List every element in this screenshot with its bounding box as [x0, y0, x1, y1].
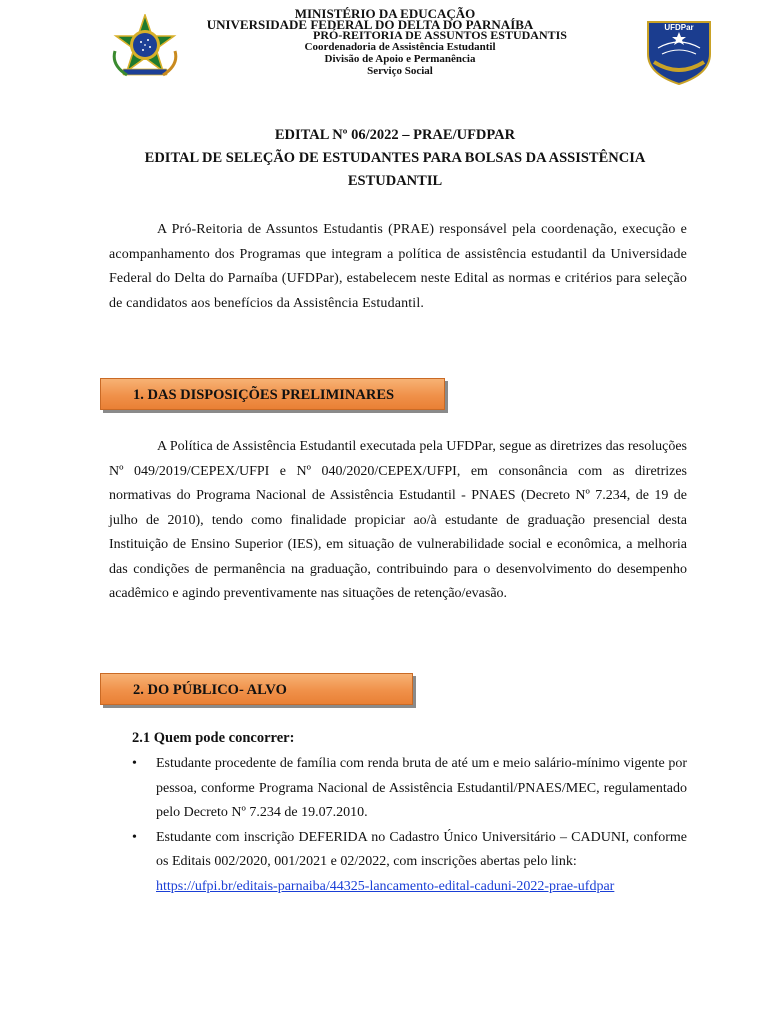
section-1-paragraph: A Política de Assistência Estudantil executada pela UFDPar, segue as diretrizes das resoluções Nº 049/2019/CEPEX/UFPI e Nº 040/2020/CEPEX/UFPI, em consonância com as diretrizes normativas do Programa Nacional de Assistência Estudantil - PNAES (Decreto Nº 7.234, de 19 de julho de 2010), tendo como finalidade propiciar ao/à estudante de graduação presencial desta Instituição de Ensino Superior (IES), em situação de vulnerabilidade social e econômica, a melhoria das condições de permanência na graduação, contribuindo para o desenvolvimento do desempenho acadêmico e agindo preventivamente nas situações de retenção/evasão. [109, 439, 687, 601]
header-service: Serviço Social [367, 65, 433, 77]
caduni-link[interactable]: https://ufpi.br/editais-parnaiba/44325-lancamento-edital-caduni-2022-prae-ufdpar [156, 878, 615, 894]
edital-subtitle: EDITAL DE SELEÇÃO DE ESTUDANTES PARA BOLSAS DA ASSISTÊNCIA ESTUDANTIL [144, 150, 646, 189]
list-item [128, 826, 687, 900]
institution-header [180, 8, 620, 77]
header-ministry: MINISTÉRIO DA EDUCAÇÃO [294, 6, 476, 21]
logo-text: UFDPar [664, 23, 694, 32]
header-pro-rectorate: PRÓ-REITORIA DE ASSUNTOS ESTUDANTIS [313, 28, 567, 42]
list-item-text: Estudante com inscrição DEFERIDA no Cadastro Único Universitário – CADUNI, conforme os Editais 002/2020, 001/2021 e 02/2022, com inscrições abertas pelo link: [156, 829, 687, 869]
header-university: UNIVERSIDADE FEDERAL DO DELTA DO PARNAÍBA [206, 17, 534, 32]
intro-paragraph: A Pró-Reitoria de Assuntos Estudantis (PRAE) responsável pela coordenação, execução e acompanhamento dos Programas que integram a política de assistência estudantil da Universidade Federal do Delta do Parnaíba (UFDPar), estabelecem neste Edital as normas e critérios para seleção de candidatos aos benefícios da Assistência Estudantil. [109, 222, 687, 311]
edital-title-block [100, 124, 690, 193]
ufdpar-logo-icon [640, 18, 718, 86]
list-item-text: Estudante procedente de família com renda bruta de até um e meio salário-mínimo vigente por pessoa, conforme Programa Nacional de Assistência Estudantil/PNAES/MEC, regulamentado pelo Decreto Nº 7.234 de 19.07.2010. [156, 756, 687, 820]
edital-number: EDITAL Nº 06/2022 – PRAE/UFDPAR [274, 127, 516, 143]
bullet-icon: • [132, 829, 137, 845]
section-1-heading: 1. DAS DISPOSIÇÕES PRELIMINARES [100, 378, 445, 410]
section-2-heading: 2. DO PÚBLICO- ALVO [100, 673, 413, 705]
list-item [128, 752, 687, 826]
header-coordination: Coordenadoria de Assistência Estudantil [304, 41, 496, 53]
section-2-1-heading: 2.1 Quem pode concorrer: [132, 730, 295, 746]
header-division: Divisão de Apoio e Permanência [324, 53, 476, 65]
bullet-icon: • [132, 756, 137, 771]
eligibility-list [128, 752, 687, 899]
